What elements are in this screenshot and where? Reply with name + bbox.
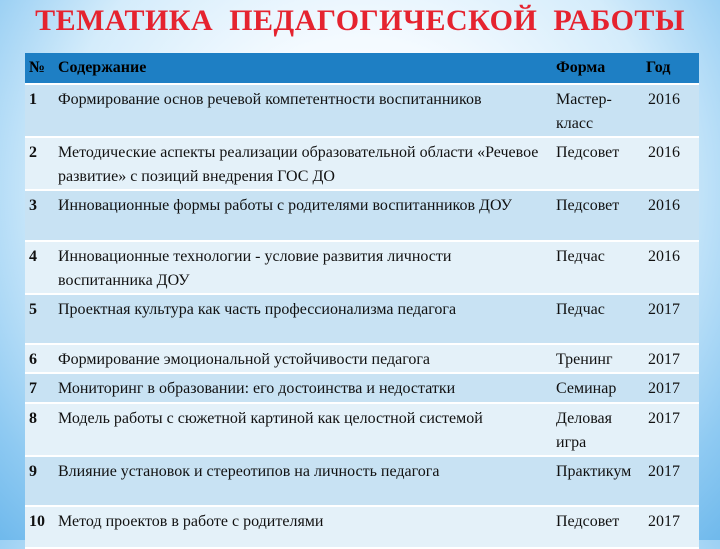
- row-num: 2: [25, 137, 54, 190]
- row-num: 6: [25, 344, 54, 373]
- row-num: 10: [25, 506, 54, 548]
- row-year: 2017: [642, 344, 699, 373]
- table-row: [25, 344, 699, 373]
- row-form: Практикум: [552, 456, 642, 506]
- table-row: [25, 84, 699, 137]
- table-row: [25, 294, 699, 344]
- row-form: Педчас: [552, 294, 642, 344]
- row-year: 2017: [642, 403, 699, 456]
- row-content: Формирование эмоциональной устойчивости педагога: [54, 344, 552, 373]
- header-form: Форма: [552, 53, 642, 84]
- row-year: 2017: [642, 373, 699, 403]
- table-row: [25, 137, 699, 190]
- table-row: [25, 190, 699, 241]
- row-year: 2016: [642, 241, 699, 294]
- header-row: [25, 53, 699, 84]
- row-form: Деловая игра: [552, 403, 642, 456]
- row-form: Мастер-класс: [552, 84, 642, 137]
- row-content: Влияние установок и стереотипов на личность педагога: [54, 456, 552, 506]
- row-content: Инновационные формы работы с родителями воспитанников ДОУ: [54, 190, 552, 241]
- row-num: 7: [25, 373, 54, 403]
- row-content: Методические аспекты реализации образовательной области «Речевое развитие» с позиций внедрения ГОС ДО: [54, 137, 552, 190]
- row-content: Модель работы с сюжетной картиной как целостной системой: [54, 403, 552, 456]
- row-year: 2017: [642, 294, 699, 344]
- row-content: Метод проектов в работе с родителями: [54, 506, 552, 548]
- row-num: 5: [25, 294, 54, 344]
- row-year: 2016: [642, 84, 699, 137]
- row-content: Мониторинг в образовании: его достоинства и недостатки: [54, 373, 552, 403]
- row-year: 2017: [642, 506, 699, 548]
- header-year: Год: [642, 53, 699, 84]
- row-num: 8: [25, 403, 54, 456]
- row-year: 2016: [642, 137, 699, 190]
- row-num: 4: [25, 241, 54, 294]
- row-form: Педсовет: [552, 506, 642, 548]
- table-body: [25, 84, 699, 548]
- table-row: [25, 456, 699, 506]
- work-topics-table-container: [25, 53, 699, 549]
- row-content: Инновационные технологии - условие развития личности воспитанника ДОУ: [54, 241, 552, 294]
- row-form: Тренинг: [552, 344, 642, 373]
- row-content: Проектная культура как часть профессионализма педагога: [54, 294, 552, 344]
- work-topics-table: [25, 53, 699, 549]
- row-num: 9: [25, 456, 54, 506]
- row-year: 2017: [642, 456, 699, 506]
- row-num: 3: [25, 190, 54, 241]
- table-row: [25, 373, 699, 403]
- row-form: Педсовет: [552, 190, 642, 241]
- slide-title: ТЕМАТИКА ПЕДАГОГИЧЕСКОЙ РАБОТЫ: [35, 4, 685, 37]
- table-row: [25, 506, 699, 548]
- row-form: Педсовет: [552, 137, 642, 190]
- row-year: 2016: [642, 190, 699, 241]
- row-form: Семинар: [552, 373, 642, 403]
- table-row: [25, 403, 699, 456]
- table-row: [25, 241, 699, 294]
- header-content: Содержание: [54, 53, 552, 84]
- table-header: [25, 53, 699, 84]
- row-content: Формирование основ речевой компетентности воспитанников: [54, 84, 552, 137]
- row-form: Педчас: [552, 241, 642, 294]
- header-num: №: [25, 53, 54, 84]
- row-num: 1: [25, 84, 54, 137]
